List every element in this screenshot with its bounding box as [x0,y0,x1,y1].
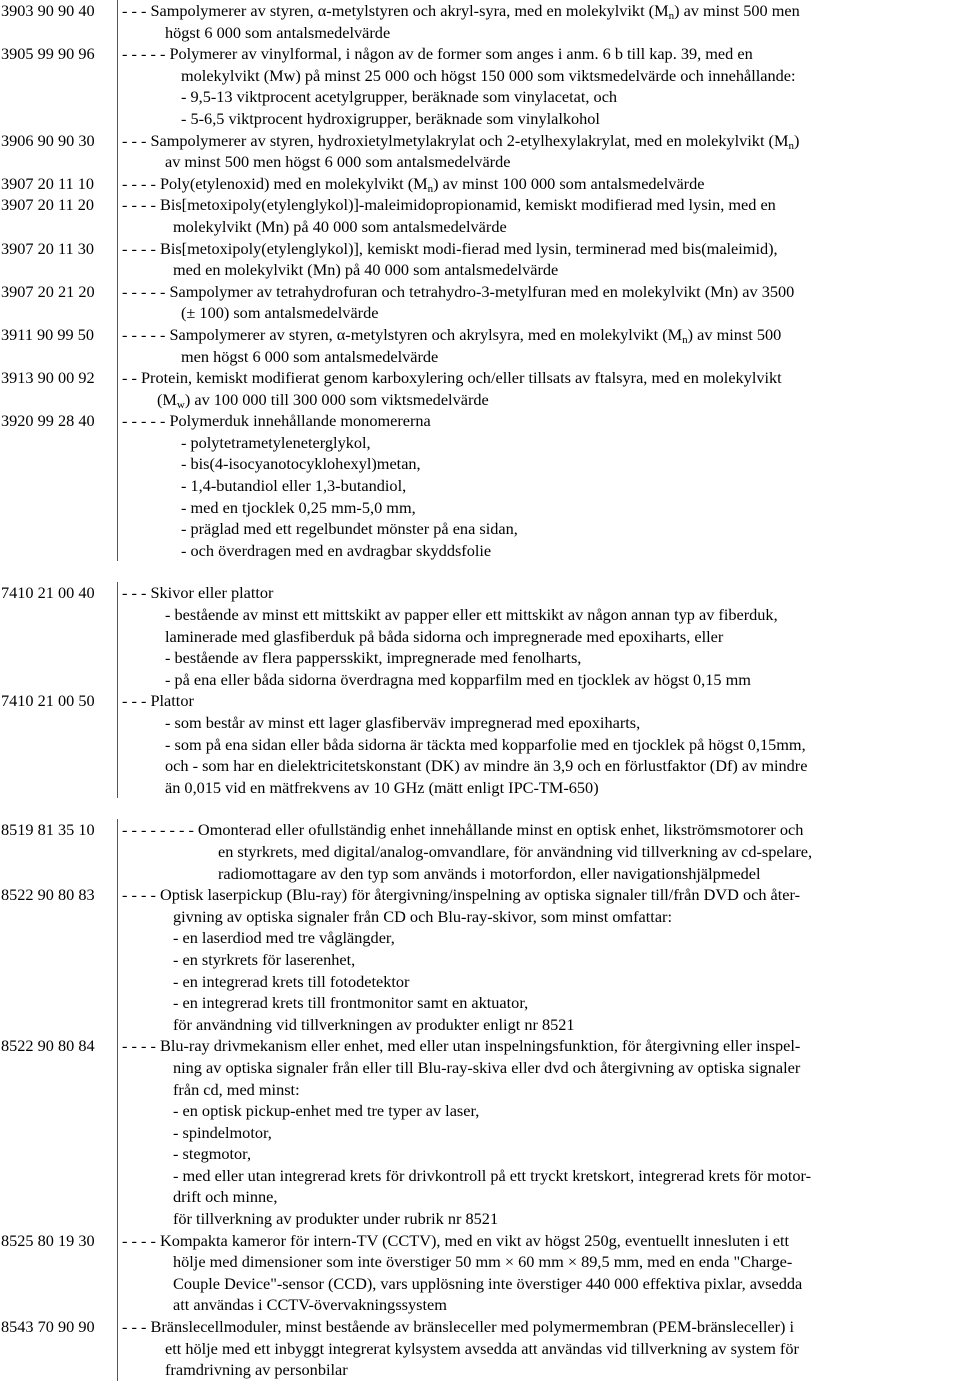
description-line [122,0,958,22]
description-line: - en optisk pickup-enhet med tre typer av laser, [173,1101,480,1121]
description-line: - präglad med ett regelbundet mönster på ena sidan, [181,519,518,539]
tariff-code: 3906 90 90 30 [1,130,95,150]
description-line: för användning vid tillverkningen av produkter enligt nr 8521 [173,1014,575,1034]
description-line: - 1,4-butandiol eller 1,3-butandiol, [181,476,407,496]
description-line: - - - Bränslecellmoduler, minst bestående av bränsleceller med polymermembran (PEM-bränsleceller) i [122,1317,795,1337]
description-line: - - - - - Sampolymer av tetrahydrofuran och tetrahydro-3-metylfuran med en molekylvikt (Mn) av 3500 [122,281,795,301]
description-line: - spindelmotor, [173,1122,272,1142]
description-line: - på ena eller båda sidorna överdragna med kopparfilm med en tjocklek av högst 0,15 mm [165,669,751,689]
description-line: - med eller utan integrerad krets för drivkontroll på ett tryckt kretskort, integrerad krets för motor- [173,1165,812,1185]
tariff-section [0,582,960,798]
line-text: - - - Sampolymerer av styren, hydroxietylmetylakrylat och 2-etylhexylakrylat, med en molekylvikt (M [122,130,789,150]
description-line: Couple Device"-sensor (CCD), vars upplösning inte överstiger 440 000 effektiva pixlar, avsedda [173,1273,803,1293]
tariff-description [117,43,960,129]
description-line: molekylvikt (Mn) på 40 000 som antalsmedelvärde [173,216,507,236]
tariff-row [0,238,960,281]
description-line: - bis(4-isocyanotocyklohexyl)metan, [181,454,421,474]
tariff-code: 8522 90 80 83 [1,885,95,905]
tariff-code: 3907 20 11 10 [1,173,95,193]
tariff-code: 3903 90 90 40 [1,1,95,20]
description-line: - med en tjocklek 0,25 mm-5,0 mm, [181,497,416,517]
tariff-code: 3920 99 28 40 [1,411,95,431]
tariff-section [0,819,960,1380]
description-line: laminerade med glasfiberduk på båda sidorna och impregnerade med epoxiharts, eller [165,626,724,646]
description-line: - - - Plattor [122,691,194,711]
tariff-row [0,43,960,129]
tariff-description [117,130,960,173]
description-line [122,130,958,152]
description-line: med en molekylvikt (Mn) på 40 000 som antalsmedelvärde [173,260,559,280]
description-line: - - - - Blu-ray drivmekanism eller enhet, med eller utan inspelningsfunktion, för återgivning eller inspel- [122,1036,801,1056]
tariff-code: 8525 80 19 30 [1,1230,95,1250]
description-line: - en laserdiod med tre våglängder, [173,928,395,948]
description-line: - och överdragen med en avdragbar skyddsfolie [181,540,492,560]
tariff-row [0,410,960,561]
tariff-description [117,1316,960,1381]
description-line: - - Protein, kemiskt modifierat genom karboxylering och/eller tillsats av ftalsyra, med en molekylvikt [122,368,782,388]
description-line: - 9,5-13 viktprocent acetylgrupper, beräknade som vinylacetat, och [181,87,618,107]
description-line: - - - - Kompakta kameror för intern-TV (CCTV), med en vikt av högst 250g, eventuellt innesluten i ett [122,1230,790,1250]
description-line: - - - - Optisk laserpickup (Blu-ray) för återgivning/inspelning av optiska signaler till/från DVD och åter- [122,885,801,905]
description-line: än 0,015 vid en mätfrekvens av 10 GHz (mätt enligt IPC-TM-650) [165,777,599,797]
line-text: ) [793,130,800,150]
tariff-row [0,324,960,367]
tariff-code: 3907 20 21 20 [1,281,95,301]
tariff-row [0,690,960,798]
tariff-code: 3907 20 11 30 [1,238,95,258]
description-line: ett hölje med ett inbyggt integrerat kylsystem avsedda att användas vid tillverkning av system för [165,1338,799,1358]
description-line: - 5-6,5 viktprocent hydroxigrupper, beräknade som vinylalkohol [181,108,600,128]
description-line: en styrkrets, med digital/analog-omvandlare, för användning vid tillverkning av cd-spelare, [218,841,813,861]
description-line: - en integrerad krets till frontmonitor samt en aktuator, [173,993,529,1013]
tariff-description [117,324,960,367]
description-line: molekylvikt (Mw) på minst 25 000 och högst 150 000 som viktsmedelvärde och innehållande: [181,65,796,85]
tariff-code: 8522 90 80 84 [1,1036,95,1056]
description-line: - - - - - Polymerer av vinylformal, i någon av de former som anges i anm. 6 b till kap. 39, med en [122,44,753,64]
section-spacer [0,798,960,819]
line-text: ) av minst 100 000 som antalsmedelvärde [433,173,705,193]
tariff-code: 3905 99 90 96 [1,44,95,64]
description-line: högst 6 000 som antalsmedelvärde [165,22,391,42]
tariff-code: 7410 21 00 40 [1,583,95,603]
tariff-row [0,1230,960,1316]
description-line: radiomottagare av den typ som används i motorfordon, eller navigationshjälpmedel [218,863,761,883]
description-line: - - - - - Polymerduk innehållande monomererna [122,411,431,431]
subscript: n [682,333,688,346]
description-line: - en styrkrets för laserenhet, [173,949,356,969]
description-line: - - - - - - - - Omonterad eller ofullständig enhet innehållande minst en optisk enhet, likströmsmotorer och [122,820,804,840]
description-line: - - - Skivor eller plattor [122,583,274,603]
tariff-row [0,819,960,884]
tariff-row [0,884,960,1035]
description-line: - - - - Bis[metoxipoly(etylenglykol)], kemiskt modi-fierad med lysin, terminerad med bis(maleimid), [122,238,778,258]
tariff-row [0,582,960,690]
line-text: - - - - - Sampolymerer av styren, α-metylstyren och akrylsyra, med en molekylvikt (M [122,324,683,344]
tariff-row [0,0,960,43]
tariff-description [117,819,960,884]
line-text: ) av minst 500 men [674,1,800,20]
tariff-description [117,173,960,195]
tariff-row [0,367,960,410]
description-line: och - som har en dielektricitetskonstant (DK) av mindre än 3,9 och en förlustfaktor (Df) av mindre [165,756,808,776]
description-line: - - - - Bis[metoxipoly(etylenglykol)]-maleimidopropionamid, kemiskt modifierad med lysin, med en [122,195,776,215]
description-line: - bestående av minst ett mittskikt av papper eller ett mittskikt av någon annan typ av fiberduk, [165,605,778,625]
description-line: (± 100) som antalsmedelvärde [181,303,379,323]
tariff-description [117,281,960,324]
tariff-code: 8519 81 35 10 [1,820,95,840]
tariff-row [0,173,960,195]
description-line: - som på ena sidan eller båda sidorna är täckta med kopparfolie med en tjocklek på högst 0,15mm, [165,734,806,754]
tariff-description [117,194,960,237]
subscript: n [788,139,794,152]
tariff-description [117,410,960,561]
description-line: hölje med dimensioner som inte överstiger 50 mm × 60 mm × 89,5 mm, med en enda "Charge- [173,1252,793,1272]
description-line: - bestående av flera pappersskikt, impregnerade med fenolharts, [165,648,582,668]
section-spacer [0,561,960,582]
line-text: ) av minst 500 [687,324,782,344]
tariff-description [117,884,960,1035]
tariff-code: 8543 70 90 90 [1,1317,95,1337]
tariff-description [117,1230,960,1316]
description-line: - polytetrametyleneterglykol, [181,432,371,452]
tariff-code: 3913 90 00 92 [1,368,95,388]
tariff-description [117,582,960,690]
description-line [122,324,958,346]
description-line: från cd, med minst: [173,1079,300,1099]
description-line [122,389,958,411]
line-text: (M [157,389,177,409]
line-text: - - - - Poly(etylenoxid) med en molekylvikt (M [122,173,428,193]
tariff-code: 3911 90 99 50 [1,324,95,344]
tariff-description [117,690,960,798]
line-text: - - - Sampolymerer av styren, α-metylstyren och akryl-syra, med en molekylvikt (M [122,1,669,20]
description-line: givning av optiska signaler från CD och Blu-ray-skivor, som minst omfattar: [173,906,673,926]
tariff-code: 7410 21 00 50 [1,691,95,711]
subscript: n [427,182,434,195]
description-line: av minst 500 men högst 6 000 som antalsmedelvärde [165,152,511,172]
description-line: drift och minne, [173,1187,278,1207]
tariff-row [0,1316,960,1381]
description-line [122,173,958,195]
description-line: ning av optiska signaler från eller till Blu-ray-skiva eller dvd och återgivning av optiska signaler [173,1057,801,1077]
subscript: n [668,10,675,22]
tariff-section [0,0,960,561]
description-line: - stegmotor, [173,1144,252,1164]
tariff-code: 3907 20 11 20 [1,195,95,215]
description-line: men högst 6 000 som antalsmedelvärde [181,346,439,366]
tariff-row [0,194,960,237]
description-line: att användas i CCTV-övervakningssystem [173,1295,447,1315]
tariff-row [0,1035,960,1229]
tariff-description [117,367,960,410]
tariff-description [117,0,960,43]
line-text: ) av 100 000 till 300 000 som viktsmedelvärde [184,389,489,409]
tariff-row [0,281,960,324]
subscript: w [176,398,185,411]
description-line: framdrivning av personbilar [165,1360,348,1380]
tariff-description [117,238,960,281]
tariff-row [0,130,960,173]
tariff-description [117,1035,960,1229]
description-line: för tillverkning av produkter under rubrik nr 8521 [173,1209,499,1229]
description-line: - som består av minst ett lager glasfiberväv impregnerad med epoxiharts, [165,713,641,732]
description-line: - en integrerad krets till fotodetektor [173,971,410,991]
